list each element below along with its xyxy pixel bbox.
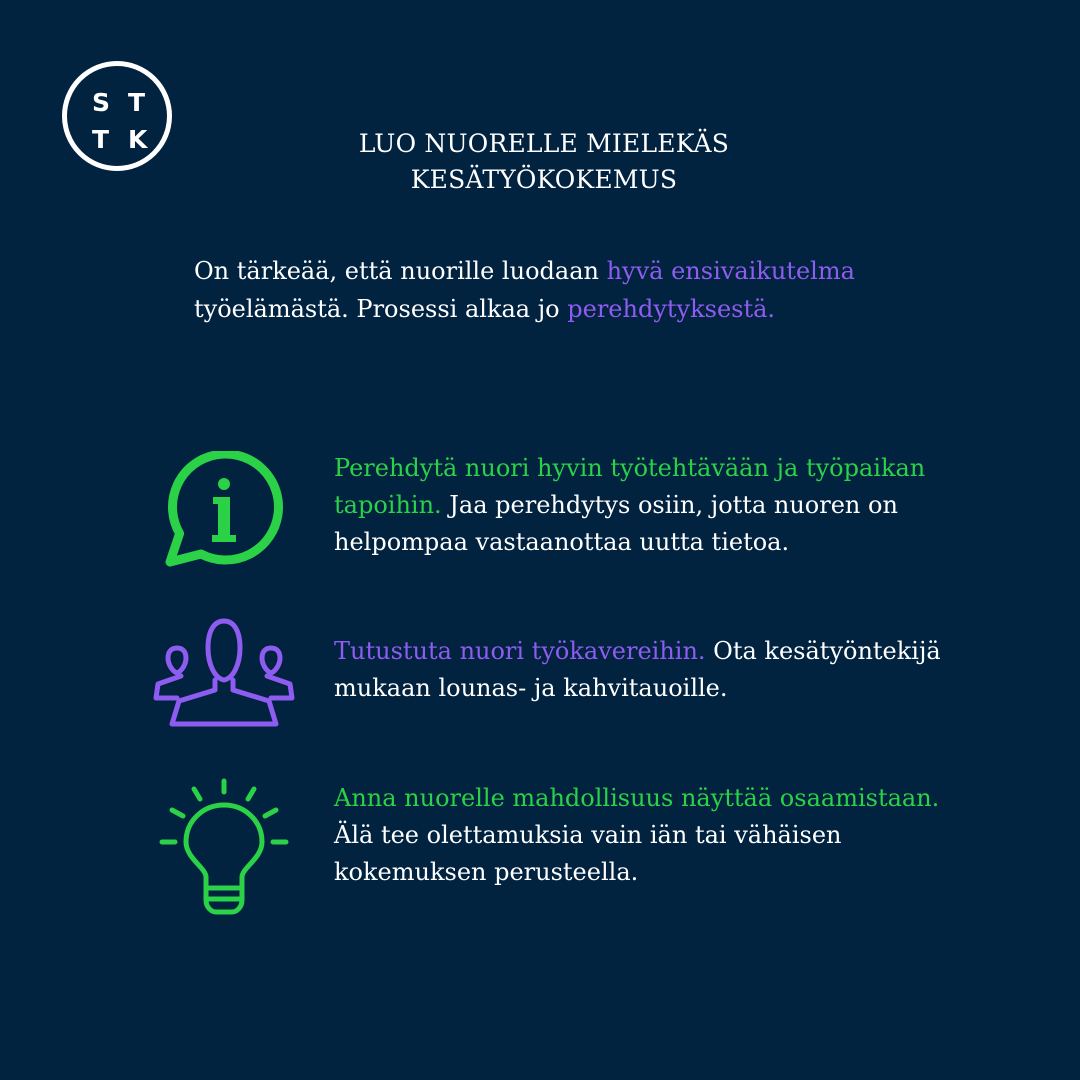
title-line: LUO NUORELLE MIELEKÄS	[358, 129, 730, 158]
tip-line	[334, 633, 1024, 670]
tip-highlight: Anna nuorelle mahdollisuus näyttää osaamistaan.	[334, 784, 940, 812]
tip-text	[334, 450, 1024, 561]
tip-text	[334, 633, 1024, 707]
tip-highlight: Perehdytä nuori hyvin työtehtävään ja työpaikan	[334, 454, 926, 482]
tip-body: Älä tee olettamuksia vain iän tai vähäisen	[334, 821, 842, 849]
intro-line	[194, 252, 954, 290]
intro-paragraph	[194, 252, 954, 328]
tip-line	[334, 487, 1024, 524]
intro-line	[194, 290, 954, 328]
logo-letter: K	[128, 125, 148, 154]
info-speech-bubble-icon	[163, 451, 285, 569]
tip-body: helpompaa vastaanottaa uutta tietoa.	[334, 528, 790, 556]
tip-body: kokemuksen perusteella.	[334, 858, 639, 886]
tip-highlight: Tutustuta nuori työkavereihin.	[334, 637, 706, 665]
lightbulb-icon	[158, 778, 290, 918]
people-group-icon	[153, 618, 295, 730]
logo-letter: T	[92, 125, 110, 154]
sttk-logo	[62, 61, 172, 171]
intro-highlight: perehdytyksestä.	[567, 295, 776, 323]
intro-text: työelämästä. Prosessi alkaa jo	[194, 295, 568, 323]
intro-text: On tärkeää, että nuorille luodaan	[194, 257, 607, 285]
intro-highlight: hyvä ensivaikutelma	[606, 257, 855, 285]
logo-letter: T	[128, 88, 146, 117]
tip-body: mukaan lounas- ja kahvitauoille.	[334, 674, 728, 702]
tip-text	[334, 780, 1024, 891]
tip-body: Ota kesätyöntekijä	[705, 637, 941, 665]
logo-letter: S	[92, 88, 111, 117]
page-title	[270, 126, 818, 198]
tip-highlight: tapoihin.	[334, 491, 442, 519]
title-line: KESÄTYÖKOKEMUS	[410, 165, 678, 194]
tip-body: Jaa perehdytys osiin, jotta nuoren on	[441, 491, 898, 519]
